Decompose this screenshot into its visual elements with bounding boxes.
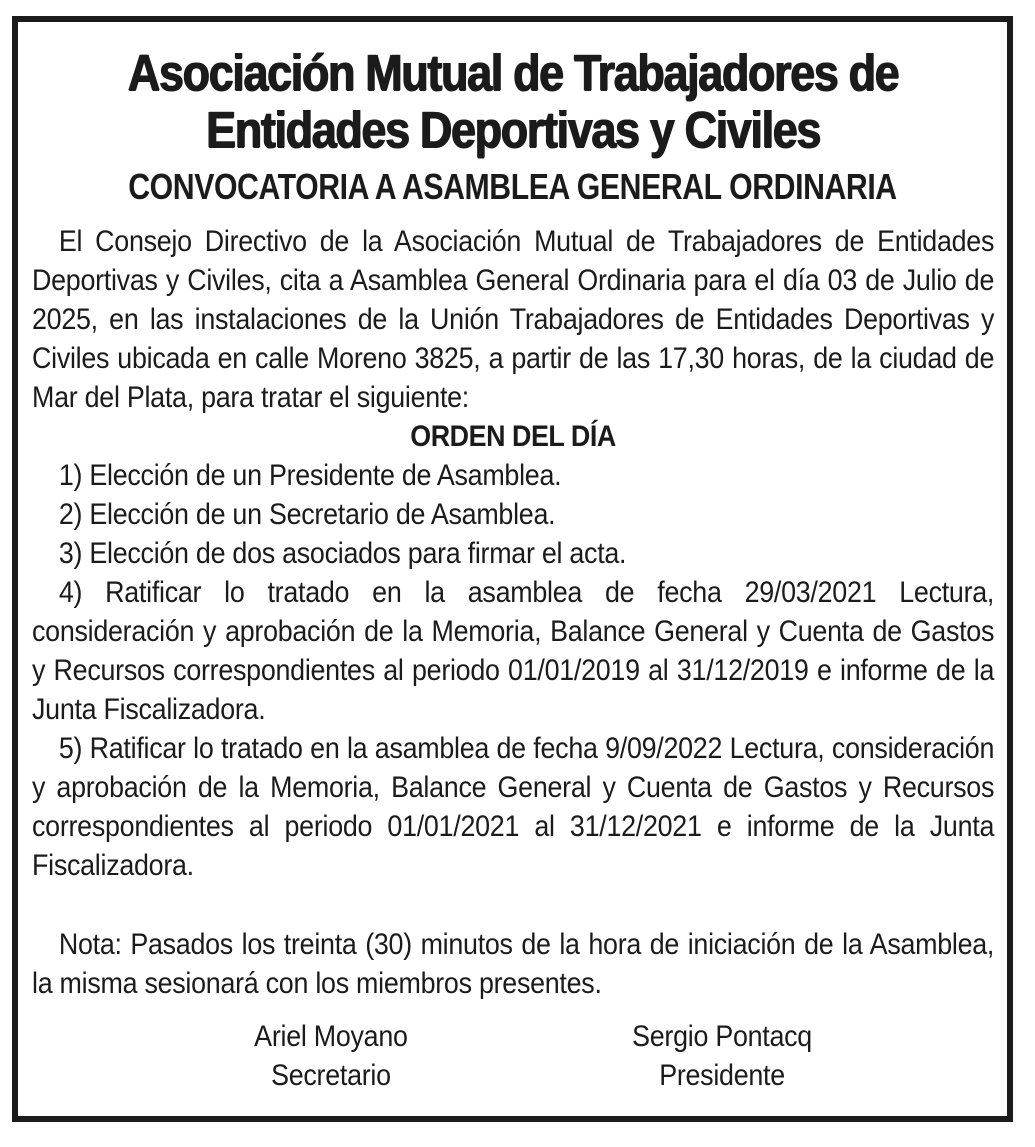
agenda-item-5: 5) Ratificar lo tratado en la asamblea de fecha 9/09/2022 Lectura, consideración y aprobación de la Memoria, Balance General y Cuenta de Gastos y Recursos correspondientes al periodo 01/01/2021 al 31/12/2021 e informe de la Junta Fiscalizadora. (32, 732, 995, 882)
agenda-item-4: 4) Ratificar lo tratado en la asamblea de fecha 29/03/2021 Lectura, consideración y aprobación de la Memoria, Balance General y Cuenta de Gastos y Recursos correspondientes al periodo 01/01/2019 al 31/12/2019 e informe de la Junta Fiscalizadora. (32, 576, 995, 726)
signatory-role: Secretario (271, 1059, 391, 1092)
agenda-item-1: 1) Elección de un Presidente de Asamblea. (58, 459, 562, 492)
note-paragraph: Nota: Pasados los treinta (30) minutos de la hora de iniciación de la Asamblea, la misma sesionará con los miembros presentes. (32, 928, 995, 1000)
signature-president (561, 1017, 883, 1095)
signature-secretary (170, 1017, 492, 1095)
intro-paragraph: El Consejo Directivo de la Asociación Mutual de Trabajadores de Entidades Deportivas y Civiles, cita a Asamblea General Ordinaria para el día 03 de Julio de 2025, en las instalaciones de la Unión Trabajadores de Entidades Deportivas y Civiles ubicada en calle Moreno 3825, a partir de las 17,30 horas, de la ciudad de Mar del Plata, para tratar el siguiente: (32, 225, 995, 414)
signatory-name: Sergio Pontacq (632, 1020, 812, 1053)
agenda-heading: ORDEN DEL DÍA (410, 420, 616, 453)
organization-name-line-1: Asociación Mutual de Trabajadores de (127, 44, 898, 101)
organization-name (90, 44, 936, 158)
signatory-name: Ariel Moyano (254, 1020, 408, 1053)
notice-subtitle: CONVOCATORIA A ASAMBLEA GENERAL ORDINARIA (128, 166, 897, 207)
notice-body (32, 222, 994, 1095)
agenda-item-3: 3) Elección de dos asociados para firmar el acta. (58, 537, 627, 570)
organization-name-line-2: Entidades Deportivas y Civiles (205, 101, 820, 158)
signature-block (32, 1017, 994, 1095)
agenda-item-2: 2) Elección de un Secretario de Asamblea. (58, 498, 556, 531)
legal-notice-box (12, 16, 1013, 1122)
signatory-role: Presidente (659, 1059, 785, 1092)
